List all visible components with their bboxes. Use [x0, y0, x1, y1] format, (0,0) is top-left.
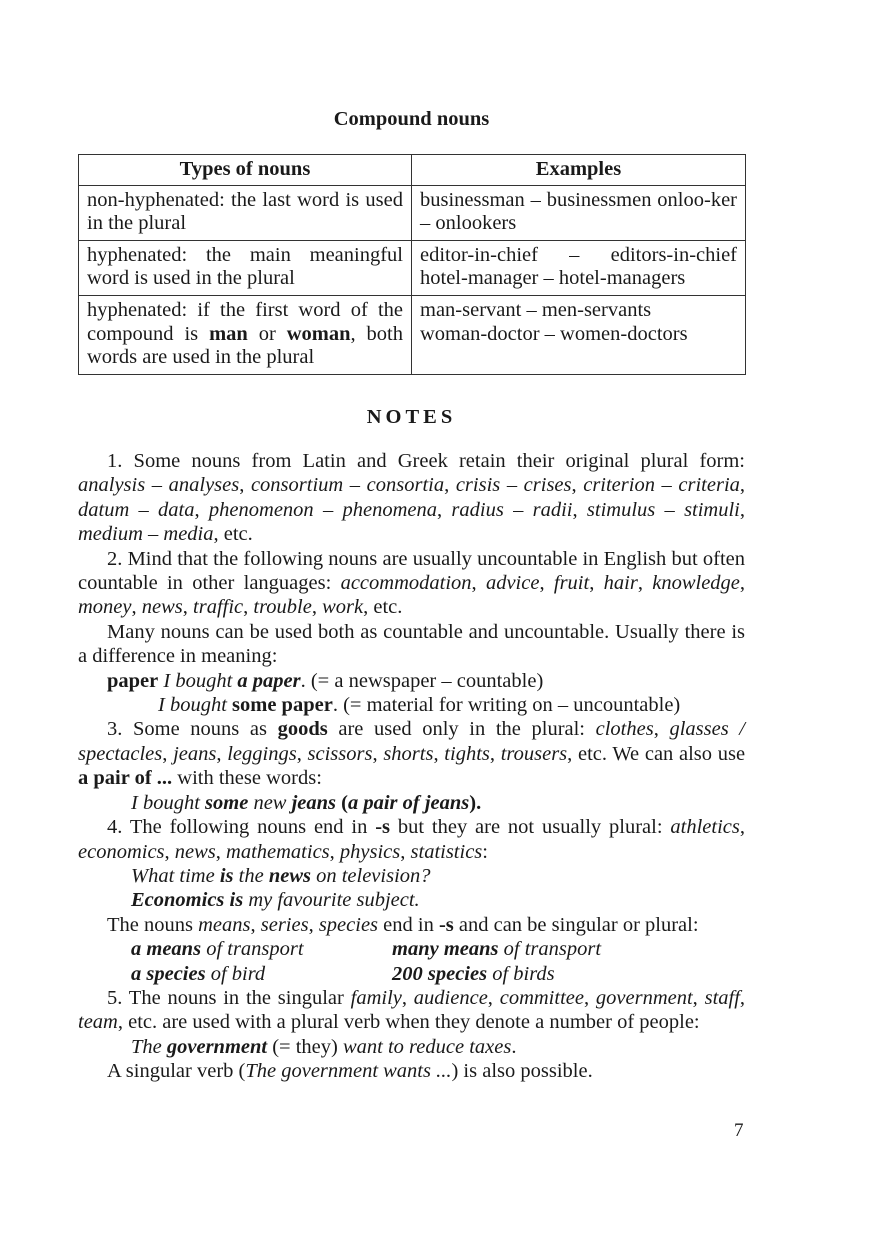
- bold-term: news: [268, 864, 311, 887]
- type-cell: [79, 295, 412, 374]
- note-5: [78, 986, 745, 1035]
- list-term: phenomenon – phenomena: [208, 498, 437, 521]
- example-line: hotel-manager – hotel-managers: [420, 267, 686, 290]
- bold-term: is: [219, 864, 234, 887]
- bold-term: woman: [286, 322, 351, 345]
- text: and can be singular or plural:: [453, 913, 699, 936]
- example-singular: [131, 962, 392, 986]
- example-line: man-servant – men-servants: [420, 298, 652, 321]
- example-jeans: [78, 791, 745, 815]
- text: The nouns: [107, 913, 199, 936]
- text: series: [260, 913, 309, 936]
- bold-term: jeans: [291, 791, 337, 814]
- text: I bought: [158, 669, 238, 692]
- example-line: editor-in-chief – editors-in-chief: [420, 243, 737, 266]
- compound-nouns-table: [78, 154, 746, 375]
- text: the: [233, 864, 269, 887]
- list-term: statistics: [410, 840, 483, 863]
- bold-term: a species: [131, 962, 206, 985]
- list-term: crisis – crises: [455, 474, 572, 497]
- bold-term: a means: [131, 938, 202, 961]
- bold-term: government: [166, 1035, 268, 1058]
- list-term: accommodation: [340, 572, 472, 595]
- text: of birds: [487, 962, 555, 985]
- list-term: jeans: [173, 742, 217, 765]
- page-title: Compound nouns: [333, 108, 490, 130]
- examples-cell: businessman – businessmen onloo-ker – onlookers: [412, 185, 746, 240]
- list-term: glasses / spectacles: [78, 718, 745, 765]
- text: of transport: [201, 938, 304, 961]
- examples-cell: [412, 240, 746, 295]
- list-term: physics: [339, 840, 401, 863]
- list-term: medium – media: [78, 523, 214, 546]
- list-term: radius – radii: [451, 498, 573, 521]
- italic-list: family, audience, committee, government, staff, team: [78, 986, 746, 1034]
- text: are used only in the plural:: [327, 718, 596, 741]
- bold-term: a paper: [237, 669, 301, 692]
- italic-list: athletics, economics, news, mathematics, physics, statistics: [78, 816, 745, 863]
- table-row: [79, 295, 746, 374]
- list-term: news: [141, 596, 183, 619]
- example-plural: [392, 962, 555, 986]
- text: A singular verb (: [107, 1060, 246, 1083]
- example-plural: [392, 937, 601, 961]
- note-countable: Many nouns can be used both as countable and uncountable. Usually there is a difference in meaning:: [78, 620, 745, 668]
- text: want to reduce taxes: [342, 1035, 512, 1058]
- text: or: [247, 322, 287, 345]
- note-3: [78, 717, 745, 790]
- bold-term: a pair of ...: [78, 767, 173, 790]
- list-term: audience: [413, 986, 488, 1009]
- list-term: mathematics: [226, 840, 330, 863]
- list-term: committee: [499, 986, 584, 1009]
- list-term: team: [78, 1011, 118, 1034]
- bold-term: some: [205, 791, 249, 814]
- text: my favourite subject.: [243, 889, 420, 912]
- bold-term: Economics is: [131, 889, 244, 912]
- text: The government wants ...: [245, 1060, 452, 1083]
- list-term: fruit: [553, 572, 590, 595]
- text: 3. Some nouns as: [107, 718, 278, 741]
- text: but they are not usually plural:: [390, 816, 671, 839]
- text: , etc. We can also use: [567, 742, 746, 765]
- text: . (= a newspaper – countable): [300, 669, 544, 692]
- text: I bought: [131, 791, 206, 814]
- list-term: tights: [444, 742, 490, 765]
- text: .: [511, 1035, 517, 1058]
- text: , etc. are used with a plural verb when they denote a number of people:: [117, 1011, 700, 1034]
- text: :: [482, 840, 488, 863]
- bold-term: a pair of jeans: [347, 791, 470, 814]
- text: end in: [378, 913, 439, 936]
- type-cell: non-hyphenated: the last word is used in the plural: [79, 185, 412, 240]
- example-paper-2: [78, 693, 745, 717]
- means-example-row: [78, 937, 745, 961]
- note-singular-verb: [78, 1059, 745, 1083]
- list-term: consortium – consortia: [250, 474, 445, 497]
- list-term: family: [350, 986, 402, 1009]
- text: ,: [308, 913, 319, 936]
- table-row: [79, 185, 746, 240]
- example-government: [78, 1035, 745, 1059]
- text: The: [131, 1035, 167, 1058]
- list-term: news: [174, 840, 216, 863]
- column-header: Examples: [412, 155, 746, 186]
- text: of bird: [205, 962, 266, 985]
- example-news: [78, 864, 745, 888]
- example-paper-1: [78, 669, 745, 693]
- text: 4. The following nouns end in: [107, 816, 376, 839]
- bold-term: paper: [107, 669, 159, 692]
- table-row: [79, 240, 746, 295]
- list-term: trousers: [500, 742, 568, 765]
- list-term: leggings: [227, 742, 297, 765]
- text: , etc.: [213, 523, 253, 546]
- page-number: 7: [734, 1120, 744, 1141]
- bold-term: some paper: [232, 694, 333, 717]
- text: of transport: [498, 938, 602, 961]
- bold-term: many means: [392, 938, 499, 961]
- list-term: knowledge: [652, 572, 740, 595]
- note-4: [78, 815, 745, 864]
- text: , both words are used in the plural: [87, 322, 404, 369]
- bold-term: -s: [375, 816, 391, 839]
- list-term: shorts: [383, 742, 434, 765]
- list-term: analysis – analyses: [78, 474, 240, 497]
- text: I bought: [158, 694, 233, 717]
- notes-heading: NOTES: [366, 406, 457, 428]
- bold-term: -s: [438, 913, 454, 936]
- bold-term: goods: [277, 718, 328, 741]
- list-term: datum – data: [78, 498, 195, 521]
- text: ,: [250, 913, 261, 936]
- note-1: [78, 449, 745, 547]
- note-means: [78, 913, 745, 937]
- list-term: staff: [704, 986, 740, 1009]
- example-economics: [78, 888, 745, 912]
- list-term: economics: [78, 840, 165, 863]
- list-term: advice: [485, 572, 540, 595]
- list-term: government: [595, 986, 693, 1009]
- note-2: [78, 547, 745, 620]
- text: 1. Some nouns from Latin and Greek retain their original plural form:: [107, 450, 745, 472]
- notes-body: [78, 449, 745, 1084]
- bold-term: man: [209, 322, 248, 345]
- list-term: athletics: [670, 816, 740, 839]
- text: , etc.: [363, 596, 403, 619]
- list-term: scissors: [307, 742, 373, 765]
- list-term: trouble: [253, 596, 312, 619]
- list-term: traffic: [193, 596, 244, 619]
- list-term: criterion – criteria: [583, 474, 740, 497]
- text: (: [336, 791, 348, 814]
- text: with these words:: [172, 767, 322, 790]
- text: on television?: [310, 864, 431, 887]
- italic-list: analysis – analyses, consortium – consortia, crisis – crises, criterion – criteria, datum – data, phenomenon – phenomena, radius – radii, stimulus – stimuli, medium – media: [78, 474, 746, 546]
- example-line: woman-doctor – women-doctors: [420, 322, 688, 345]
- means-example-row: [78, 962, 745, 986]
- text: ) is also possible.: [451, 1060, 593, 1083]
- text: . (= material for writing on – uncountable): [332, 694, 681, 717]
- list-term: work: [322, 596, 364, 619]
- column-header: Types of nouns: [79, 155, 412, 186]
- text: species: [318, 913, 379, 936]
- text: new: [248, 791, 292, 814]
- text: ).: [469, 791, 482, 814]
- italic-list: accommodation, advice, fruit, hair, knowledge, money, news, traffic, trouble, work: [78, 572, 746, 619]
- example-singular: [131, 937, 392, 961]
- text: means: [198, 913, 251, 936]
- table-header-row: [79, 155, 746, 186]
- text: 5. The nouns in the singular: [107, 986, 351, 1009]
- list-term: money: [78, 596, 132, 619]
- text: (= they): [267, 1035, 343, 1058]
- examples-cell: [412, 295, 746, 374]
- list-term: clothes: [595, 718, 654, 741]
- bold-term: 200 species: [392, 962, 488, 985]
- text: What time: [131, 864, 220, 887]
- list-term: hair: [603, 572, 638, 595]
- type-cell: hyphenated: the main meaningful word is used in the plural: [79, 240, 412, 295]
- text: 2. Mind that the following nouns are usually uncountable in English but often countable in other languages:: [78, 547, 745, 595]
- list-term: stimulus – stimuli: [586, 498, 740, 521]
- text: hyphenated: if the first word of the compound is: [87, 298, 403, 345]
- italic-list: clothes, glasses / spectacles, jeans, leggings, scissors, shorts, tights, trousers: [78, 718, 745, 765]
